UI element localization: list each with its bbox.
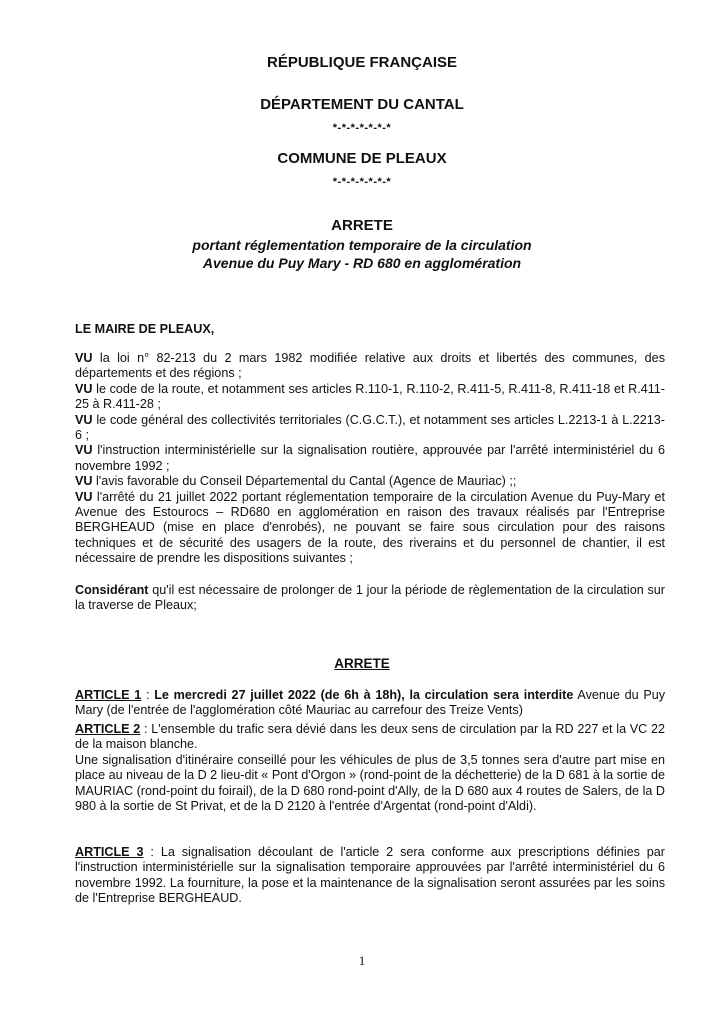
page-number: 1 [358, 953, 366, 968]
vu-item: VU la loi n° 82-213 du 2 mars 1982 modifiée relative aux droits et libertés des communes, des départements et des régions ; [75, 351, 665, 381]
vu-item: VU l'instruction interministérielle sur la signalisation routière, approuvée par l'arrêté interministériel du 6 novembre 1992 ; [75, 443, 665, 473]
vu-item: VU l'avis favorable du Conseil Départemental du Cantal (Agence de Mauriac) ;; [75, 474, 517, 489]
separator-stars: *-*-*-*-*-*-* [332, 176, 392, 188]
arrete-section-heading: ARRETE [334, 656, 390, 671]
article-3: ARTICLE 3 : La signalisation découlant de l'article 2 sera conforme aux prescriptions définies par l'instruction interministérielle sur la signalisation temporaire approuvées par l'arrêté interministériel du 6 novembre 1992. La fourniture, la pose et la maintenance de la signalisation seront assurées par les soins de l'Entreprise BERGHEAUD. [75, 845, 665, 906]
commune-heading: COMMUNE DE PLEAUX [277, 150, 447, 167]
considerations-block [75, 351, 665, 567]
vu-item: VU l'arrêté du 21 juillet 2022 portant réglementation temporaire de la circulation Avenue du Puy-Mary et Avenue des Estourocs – RD680 en agglomération en raison des travaux réalisés par l'Entreprise BERGHEAUD (mise en place d'enrobés), ne pouvant se faire sous circulation pour des raisons techniques et de sécurité des usagers de la route, des riverains et du personnel de chantier, il est nécessaire de prendre les dispositions suivantes ; [75, 489, 665, 566]
article-1: ARTICLE 1 : Le mercredi 27 juillet 2022 (de 6h à 18h), la circulation sera interdite Avenue du Puy Mary (de l'entrée de l'agglomération côté Mauriac au carrefour des Treize Vents) [75, 688, 666, 718]
separator-stars: *-*-*-*-*-*-* [332, 122, 392, 134]
department-heading: DÉPARTEMENT DU CANTAL [260, 96, 464, 113]
arrete-subtitle: Avenue du Puy Mary - RD 680 en agglomération [202, 255, 522, 271]
considerant-paragraph: Considérant qu'il est nécessaire de prolonger de 1 jour la période de règlementation de la circulation sur la traverse de Pleaux; [75, 583, 665, 613]
article-2: ARTICLE 2 : L'ensemble du trafic sera dévié dans les deux sens de circulation par la RD 227 et la VC 22 de la maison blanche. Une signalisation d'itinéraire conseillé pour les véhicules de plus de 3,5 tonnes sera d'autre part mise en place au niveau de la D 2 lieu-dit « Pont d'Orgon » (rond-point de la déchetterie) de la D 681 à la sortie de MAURIAC (rond-point du foirail), de la D 680 rond-point d'Ally, de la D 680 aux 4 routes de Salers, de la D 980 à la sortie de St Privat, et de la D 2120 à l'entrée d'Argentat (rond-point d'Aldi). [75, 722, 666, 814]
vu-item: VU le code de la route, et notamment ses articles R.110-1, R.110-2, R.411-5, R.411-8, R.411-18 et R.411-25 à R.411-28 ; [75, 381, 665, 412]
arrete-title: ARRETE [331, 217, 393, 234]
vu-item: VU le code général des collectivités territoriales (C.G.C.T.), et notamment ses articles L.2213-1 à L.2213-6 ; [75, 412, 665, 443]
arrete-subtitle: portant réglementation temporaire de la circulation [192, 237, 532, 253]
republic-heading: RÉPUBLIQUE FRANÇAISE [266, 54, 457, 71]
mayor-line: LE MAIRE DE PLEAUX, [75, 322, 215, 336]
